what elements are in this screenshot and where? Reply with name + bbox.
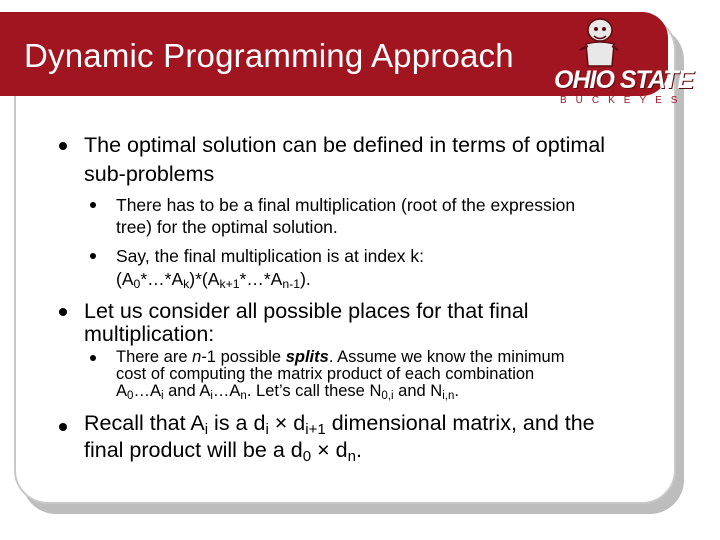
bullet-1-1-line-2: tree) for the optimal solution. <box>116 217 338 237</box>
bullet-3-line-1: Recall that $A_i$ is a $d_i \times d_{i+1}$ dimensional matrix, and the <box>84 411 595 438</box>
bullet-1-line-1: The optimal solution can be defined in terms of optimal <box>84 133 606 157</box>
bullet-2-dot <box>59 308 67 316</box>
bullet-1-1-dot <box>90 202 96 208</box>
slide-title: Dynamic Programming Approach <box>24 37 514 74</box>
bullet-1-2-line-1: Say, the final multiplication is at index k: <box>116 246 425 266</box>
logo-wordmark: OHIO STATE <box>554 66 694 94</box>
bullet-2-1-dot <box>90 355 96 361</box>
bullet-2-1-line-2: cost of computing the matrix product of each combination <box>116 365 535 383</box>
bullet-2-1-line-3: $A_0\dots A_i$ and $A_i\dots A_n$. Let’s call these $N_{0,i}$ and $N_{i,n}$. <box>116 382 459 402</box>
bullet-2-line-2: multiplication: <box>84 322 215 346</box>
bullet-1-dot <box>59 142 67 150</box>
bullet-2-1-line-1: There are n-1 possible splits. Assume we know the minimum <box>116 348 565 366</box>
bullet-1-2-dot <box>90 253 96 259</box>
bullet-2-line-1: Let us consider all possible places for that final <box>84 299 529 323</box>
logo-subtext: BUCKEYES <box>560 95 687 106</box>
bullet-1-2-formula: $(A_0*\dots*A_k)*(A_{k+1}*\dots*A_{n-1})$. <box>116 269 311 292</box>
bullet-1-1-line-1: There has to be a final multiplication (root of the expression <box>116 195 576 215</box>
bullet-3-line-2: final product will be a $d_0 \times d_n$. <box>84 438 362 465</box>
bullet-3-dot <box>59 423 67 431</box>
bullet-1-line-2: sub-problems <box>84 162 215 186</box>
